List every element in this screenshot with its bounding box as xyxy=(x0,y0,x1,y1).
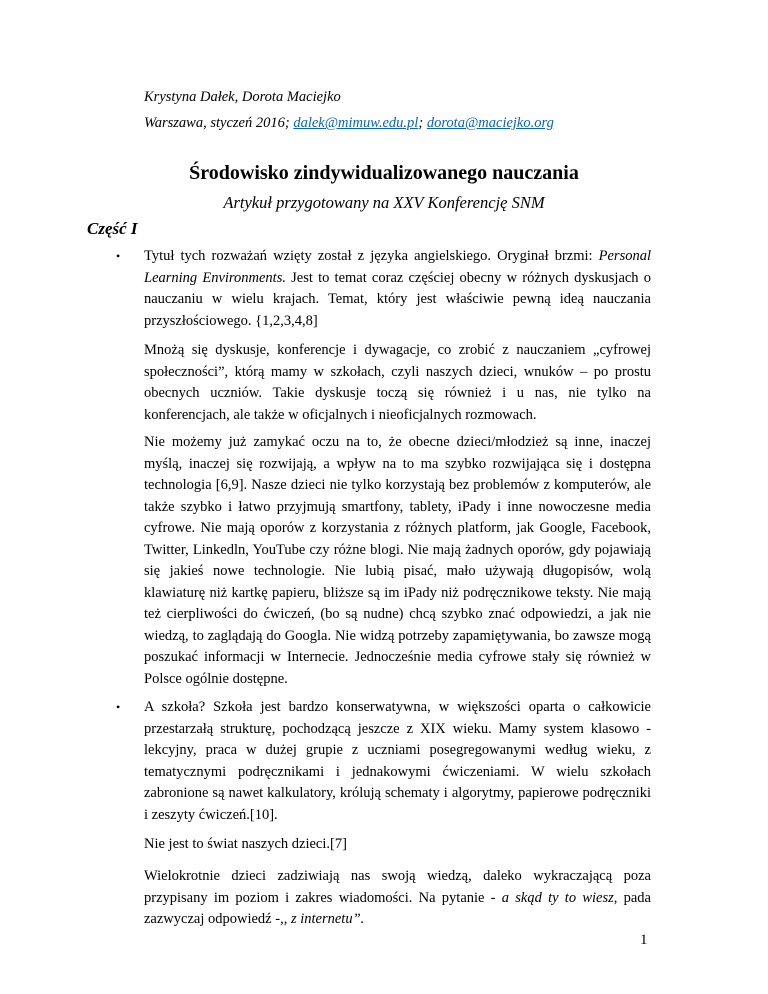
section-heading: Część I xyxy=(87,219,138,238)
document-subtitle: Artykuł przygotowany na XXV Konferencję SNM xyxy=(223,193,545,212)
paragraph-6-text-a: Wielokrotnie dzieci zadziwiają nas swoją wiedzą, daleko wykraczającą poza przypisany im poziom i zakres wiadomości. Na pytanie - xyxy=(144,868,651,906)
paragraph-4: A szkoła? Szkoła jest bardzo konserwatywna, w większości oparta o całkowicie przestarzałą strukturę, pochodzącą jeszcze z XIX wieku. Mamy system klasowo - lekcyjny, praca w dużej grupie z uczniami posegregowanymi według wieku, z tematycznymi podręcznikami i jednakowymi ćwiczeniami. W wielu szkołach zabronione są nawet kalkulatory, królują schematy i algorytmy, papierowe podręczniki i zeszyty ćwiczeń.[10]. xyxy=(144,699,651,823)
email-link-dalek[interactable]: dalek@mimuw.edu.pl xyxy=(293,115,419,131)
paragraph-1 xyxy=(144,246,651,332)
paragraph-1-text-b: Jest to temat coraz częściej obecny w różnych dyskusjach o nauczaniu w wielu krajach. Temat, który jest właściwie pewną ideą nauczania przyszłościowego. {1,2,3,4,8] xyxy=(144,269,651,329)
paragraph-6-emphasis-1: a skąd ty to wiesz xyxy=(501,889,614,906)
email-separator: ; xyxy=(418,115,427,131)
paragraph-3: Nie możemy już zamykać oczu na to, że obecne dzieci/młodzież są inne, inaczej myślą, inaczej się rozwijają, a wpływ na to ma szybko rozwijająca się i dostępna technologia [6,9]. Nasze dzieci nie tylko korzystają bez problemów z komputerów, ale także szybko i łatwo przyjmują smartfony, tablety, iPady i inne nowoczesne media cyfrowe. Nie mają oporów z korzystania z różnych platform, jak Google, Facebook, Twitter, Linkedln, YouTube czy różne blogi. Nie mają żadnych oporów, gdy pojawiają się jakieś nowe technologie. Nie lubią pisać, mało używają długopisów, wolą klawiaturę niż kartkę papieru, bliższe są im iPady niż podręcznikowe teksty. Nie mają też cierpliwości do ćwiczeń, (bo są nudne) chcą szybko znać odpowiedzi, a jak nie wiedzą, to zaglądają do Googla. Nie widzą potrzeby zapamiętywania, bo zawsze mogą poszukać informacji w Internecie. Jednocześnie media cyfrowe stały się również w Polsce ogólnie dostępne. xyxy=(144,434,651,687)
date-email-line xyxy=(144,113,554,133)
paragraph-6-text-b: , pada zazwyczaj odpowiedź - xyxy=(144,889,651,927)
bullet-marker-1: • xyxy=(116,249,121,263)
document-title: Środowisko zindywidualizowanego nauczania xyxy=(189,162,579,184)
paragraph-6 xyxy=(144,866,651,931)
bullet-marker-2: • xyxy=(116,700,121,714)
paragraph-1-emphasis: Personal Learning Environments. xyxy=(144,248,651,286)
paragraph-6-emphasis-2: ,, z internetu”. xyxy=(280,911,365,927)
authors-line: Krystyna Dałek, Dorota Maciejko xyxy=(144,89,341,105)
location-date: Warszawa, styczeń 2016; xyxy=(144,115,294,131)
paragraph-1-text-a: Tytuł tych rozważań wzięty został z języka angielskiego. Oryginał brzmi: xyxy=(144,248,599,264)
email-link-maciejko[interactable]: dorota@maciejko.org xyxy=(426,115,554,131)
page-number: 1 xyxy=(640,932,648,948)
paragraph-5: Nie jest to świat naszych dzieci.[7] xyxy=(144,836,347,852)
paragraph-2: Mnożą się dyskusje, konferencje i dywagacje, co zrobić z nauczaniem „cyfrowej społeczności”, którą mamy w szkołach, czyli naszych dzieci, wnuków – po prostu obecnych uczniów. Takie dyskusje toczą się również i u nas, nie tylko na konferencjach, ale także w oficjalnych i nieoficjalnych rozmowach. xyxy=(144,342,651,423)
